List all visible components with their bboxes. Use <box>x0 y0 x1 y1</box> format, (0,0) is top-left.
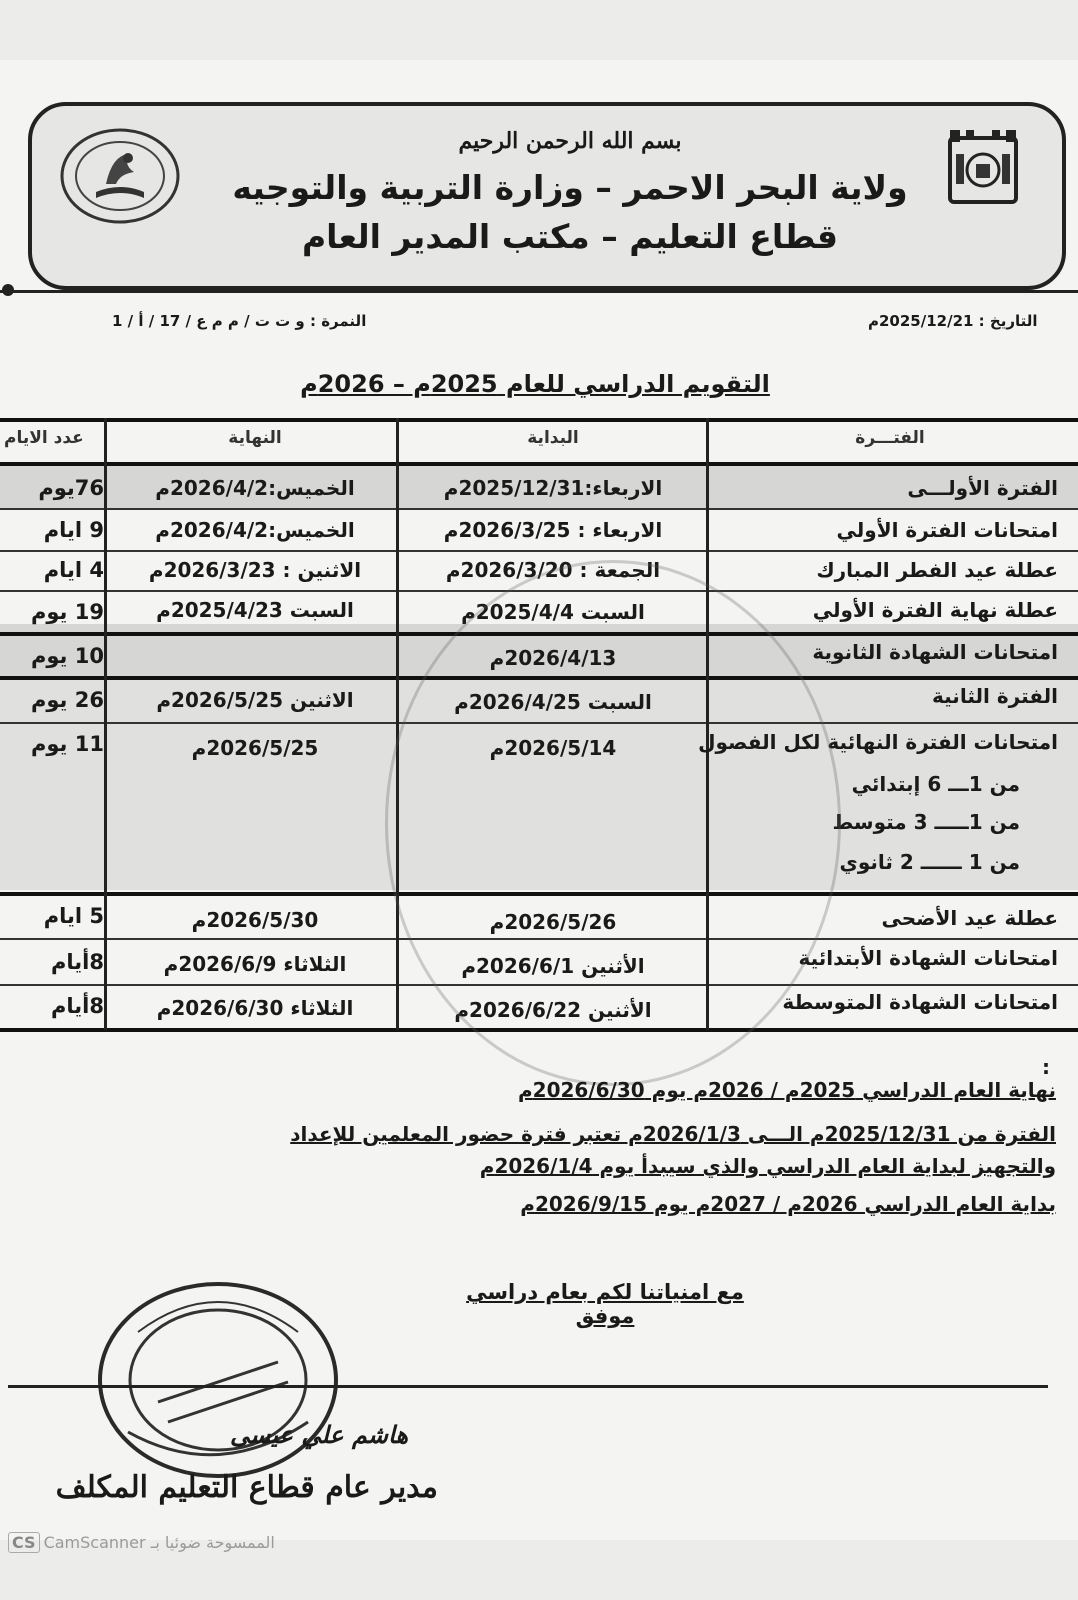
camscanner-brand: CamScanner <box>43 1533 146 1552</box>
letterhead-ministry: ولاية البحر الاحمر – وزارة التربية والتوجيه <box>232 168 908 207</box>
row-end: الخميس:2026/4/2م <box>155 476 355 500</box>
row-start: 2026/5/14م <box>489 736 617 760</box>
row-period: امتحانات الشهادة المتوسطة <box>782 990 1058 1014</box>
row-days: 11 يوم <box>31 732 104 756</box>
document-reference: النمرة : و ت ت / م م ع / 17 / أ / 1 <box>112 312 367 330</box>
note-line: بداية العام الدراسي 2026م / 2027م يوم 2026/9/15م <box>520 1192 1056 1216</box>
grade-range-primary: من 1ـــ 6 إبتدائي <box>851 772 1020 796</box>
note-line: والتجهيز لبداية العام الدراسي والذي سيبدأ يوم 2026/1/4م <box>479 1154 1056 1178</box>
signature-rule <box>8 1385 1048 1388</box>
row-days: 8أيام <box>51 950 104 974</box>
watermark-stamp <box>385 560 841 1086</box>
state-crest-icon <box>942 124 1024 210</box>
row-period: الفترة الثانية <box>932 684 1058 708</box>
row-period: الفترة الأولـــى <box>907 476 1058 500</box>
row-start: الاربعاء:2025/12/31م <box>443 476 663 500</box>
row-period: عطلة عيد الأضحى <box>881 906 1058 930</box>
row-period: امتحانات الفترة الأولي <box>836 518 1058 542</box>
official-seal-icon <box>88 1272 348 1482</box>
table-rule <box>0 418 1078 422</box>
row-end: 2026/5/30م <box>191 908 319 932</box>
grade-range-secondary: من 1 ــــــ 2 ثانوي <box>839 850 1020 874</box>
row-period: عطلة نهاية الفترة الأولي <box>812 598 1058 622</box>
row-start: الأثنين 2026/6/1م <box>461 954 645 978</box>
row-period: امتحانات الشهادة الثانوية <box>812 640 1058 664</box>
header-period: الفتـــرة <box>855 428 925 448</box>
row-start: الجمعة : 2026/3/20م <box>445 558 661 582</box>
signer-name: هاشم علي عيسى <box>230 1420 409 1449</box>
row-days: 5 ايام <box>43 904 104 928</box>
header-start: البداية <box>527 428 579 448</box>
grade-range-intermediate: من 1ـــــ 3 متوسط <box>832 810 1020 834</box>
note-line: نهاية العام الدراسي 2025م / 2026م يوم 2026/6/30م <box>518 1078 1056 1102</box>
document-title: التقويم الدراسي للعام 2025م – 2026م <box>300 370 770 398</box>
row-end: الثلاثاء 2026/6/9م <box>163 952 347 976</box>
row-days: 8أيام <box>51 994 104 1018</box>
row-end: الاثنين : 2026/3/23م <box>148 558 362 582</box>
row-period: عطلة عيد الفطر المبارك <box>816 558 1058 582</box>
camscanner-watermark <box>8 1532 281 1553</box>
closing-wish: مع امنياتنا لكم بعام دراسي موفق <box>466 1280 744 1328</box>
camscanner-caption: الممسوحة ضوئيا بـ <box>150 1533 275 1552</box>
row-days: 9 ايام <box>43 518 104 542</box>
header-end: النهاية <box>228 428 282 448</box>
row-start: السبت 2026/4/25م <box>454 690 652 714</box>
row-days: 19 يوم <box>31 600 104 624</box>
row-start: 2026/5/26م <box>489 910 617 934</box>
table-rule <box>0 508 1078 510</box>
table-column-rule <box>104 418 107 1030</box>
header-rule <box>0 290 1078 293</box>
row-end: 2026/5/25م <box>191 736 319 760</box>
row-days: 26 يوم <box>31 688 104 712</box>
row-days: 76يوم <box>38 476 104 500</box>
row-start: 2026/4/13م <box>489 646 617 670</box>
row-period: امتحانات الشهادة الأبتدائية <box>798 946 1058 970</box>
table-rule <box>0 550 1078 552</box>
row-end: الخميس:2026/4/2م <box>155 518 355 542</box>
table-rule <box>0 462 1078 466</box>
row-period: امتحانات الفترة النهائية لكل الفصول <box>698 730 1058 754</box>
note-line: الفترة من 2025/12/31م الـــى 2026/1/3م تعتبر فترة حضور المعلمين للإعداد <box>290 1122 1056 1146</box>
row-start: الأثنين 2026/6/22م <box>454 998 652 1022</box>
margin-dot <box>2 284 14 296</box>
ministry-emblem-icon <box>58 126 182 226</box>
letterhead-office: قطاع التعليم – مكتب المدير العام <box>302 217 838 256</box>
row-days: 10 يوم <box>31 644 104 668</box>
document-date: التاريخ : 2025/12/21م <box>868 312 1038 330</box>
notes-colon: : <box>1042 1055 1050 1079</box>
table-column-rule <box>396 418 399 1030</box>
row-days: 4 ايام <box>43 558 104 582</box>
basmala: بسم الله الرحمن الرحيم <box>458 128 682 154</box>
row-start: السبت 2025/4/4م <box>461 600 645 624</box>
row-end: الثلاثاء 2026/6/30م <box>156 996 354 1020</box>
scan-margin-top <box>0 0 1078 60</box>
row-start: الاربعاء : 2026/3/25م <box>443 518 663 542</box>
header-days: عدد الايام <box>4 428 84 448</box>
row-end: الاثنين 2026/5/25م <box>156 688 354 712</box>
row-end: السبت 2025/4/23م <box>156 598 354 622</box>
camscanner-logo-icon: CS <box>8 1532 40 1553</box>
signer-title: مدير عام قطاع التعليم المكلف <box>55 1470 438 1505</box>
